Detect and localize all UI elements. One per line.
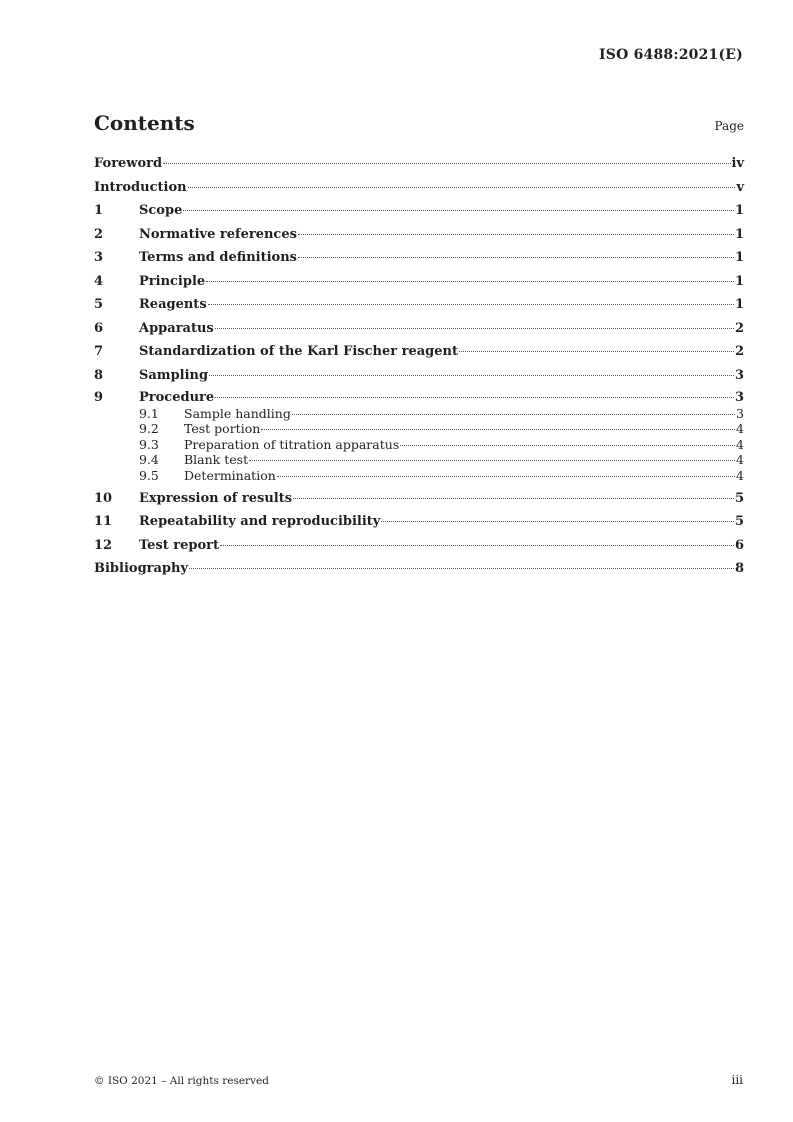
dot-leader: [298, 233, 734, 235]
toc-entry-title: Standardization of the Karl Fischer reagent: [139, 344, 458, 359]
toc-entry-clause-11[interactable]: [94, 513, 744, 537]
contents-header: [94, 111, 744, 139]
dot-leader: [400, 444, 735, 446]
toc-subentry-number: 9.5: [139, 467, 159, 483]
document-id: ISO 6488:2021(E): [599, 47, 743, 63]
toc-entry-bibliography[interactable]: [94, 560, 744, 584]
toc-subentry-title: Determination: [184, 467, 276, 483]
toc-entry-page: 3: [734, 390, 744, 405]
toc-entry-number: 6: [94, 320, 104, 336]
toc-entry-number: 8: [94, 367, 104, 383]
toc-subentry-9-4[interactable]: [94, 452, 744, 468]
toc-entry-page: 1: [734, 203, 744, 218]
toc-subentry-number: 9.1: [139, 405, 159, 421]
toc-entry-clause-5[interactable]: [94, 296, 744, 320]
dot-leader: [381, 520, 734, 522]
toc-entry-clause-6[interactable]: [94, 320, 744, 344]
contents-title: Contents: [94, 111, 195, 135]
dot-leader: [215, 327, 734, 329]
toc-entry-title: Introduction: [94, 179, 187, 195]
toc-subentry-number: 9.4: [139, 452, 159, 468]
toc-subentry-page: 4: [736, 452, 744, 468]
toc-entry-page: 5: [734, 514, 744, 530]
toc-subentry-page: 4: [736, 467, 744, 483]
dot-leader: [215, 396, 734, 398]
toc-entry-clause-2[interactable]: [94, 226, 744, 250]
toc-subentry-9-5[interactable]: [94, 468, 744, 490]
dot-leader: [293, 497, 734, 499]
dot-leader: [220, 544, 734, 546]
toc-subentry-9-3[interactable]: [94, 437, 744, 453]
toc-entry-clause-8[interactable]: [94, 367, 744, 391]
dot-leader: [292, 413, 735, 415]
dot-leader: [189, 567, 734, 569]
toc-entry-title: Scope: [139, 203, 183, 218]
toc-entry-title: Normative references: [139, 226, 297, 242]
toc-entry-clause-3[interactable]: [94, 249, 744, 273]
toc-subentry-title: Blank test: [184, 452, 249, 468]
toc-entry-title: Procedure: [139, 390, 215, 405]
toc-entry-number: 2: [94, 226, 104, 242]
toc-entry-number: 9: [94, 390, 104, 405]
toc-subentry-9-1[interactable]: [94, 406, 744, 422]
dot-leader: [208, 303, 734, 305]
toc-entry-title: Expression of results: [139, 490, 293, 506]
toc-entry-page: 6: [734, 537, 744, 553]
toc-subentry-title: Sample handling: [184, 405, 291, 421]
toc-entry-number: 12: [94, 537, 113, 553]
dot-leader: [277, 475, 735, 477]
toc-subentry-9-2[interactable]: [94, 421, 744, 437]
toc-entry-number: 4: [94, 273, 104, 289]
toc-entry-number: 7: [94, 344, 104, 359]
toc-subentry-number: 9.2: [139, 421, 159, 437]
dot-leader: [183, 209, 734, 211]
toc-subentry-page: 4: [736, 421, 744, 437]
toc-entry-clause-9[interactable]: [94, 390, 744, 406]
toc-entry-title: Principle: [139, 273, 206, 289]
toc-subentry-page: 3: [736, 405, 744, 421]
toc-entry-clause-10[interactable]: [94, 490, 744, 514]
toc-entry-number: 11: [94, 514, 113, 530]
toc-entry-page: v: [736, 179, 744, 195]
toc-entry-page: 1: [734, 226, 744, 242]
toc-entry-page: 2: [734, 344, 744, 359]
toc-entry-page: iv: [731, 156, 744, 171]
toc-entry-number: 1: [94, 203, 104, 218]
dot-leader: [209, 374, 734, 376]
dot-leader: [163, 162, 730, 164]
page-column-label: Page: [714, 119, 744, 133]
toc-entry-number: 10: [94, 490, 113, 506]
toc-entry-page: 1: [734, 297, 744, 312]
toc-entry-title: Bibliography: [94, 561, 189, 577]
dot-leader: [298, 256, 734, 258]
toc-entry-page: 3: [734, 367, 744, 383]
toc-subentry-number: 9.3: [139, 436, 159, 452]
toc-entry-title: Foreword: [94, 156, 163, 171]
toc-entry-number: 3: [94, 250, 104, 265]
dot-leader: [249, 459, 735, 461]
toc-entry-clause-7[interactable]: [94, 343, 744, 367]
page-number: iii: [731, 1073, 743, 1087]
dot-leader: [261, 428, 735, 430]
copyright-notice: © ISO 2021 – All rights reserved: [94, 1075, 269, 1087]
toc-entry-title: Sampling: [139, 367, 209, 383]
toc-subentry-page: 4: [736, 436, 744, 452]
toc-entry-foreword[interactable]: [94, 155, 744, 179]
toc-entry-page: 1: [734, 250, 744, 265]
toc-subentry-title: Preparation of titration apparatus: [184, 436, 400, 452]
toc-entry-page: 1: [734, 273, 744, 289]
toc-entry-page: 5: [734, 490, 744, 506]
toc-entry-page: 2: [734, 320, 744, 336]
dot-leader: [188, 186, 736, 188]
toc-entry-title: Test report: [139, 537, 220, 553]
toc-entry-clause-12[interactable]: [94, 537, 744, 561]
toc-entry-clause-4[interactable]: [94, 273, 744, 297]
toc-entry-clause-1[interactable]: [94, 202, 744, 226]
toc-entry-page: 8: [734, 561, 744, 577]
toc-entry-title: Terms and definitions: [139, 250, 297, 265]
toc-entry-title: Apparatus: [139, 320, 214, 336]
toc-entry-title: Repeatability and reproducibility: [139, 514, 381, 530]
table-of-contents: [94, 155, 744, 584]
toc-entry-introduction[interactable]: [94, 179, 744, 203]
toc-entry-title: Reagents: [139, 297, 207, 312]
toc-entry-number: 5: [94, 297, 104, 312]
dot-leader: [206, 280, 734, 282]
toc-subentry-title: Test portion: [184, 421, 261, 437]
dot-leader: [459, 350, 734, 352]
